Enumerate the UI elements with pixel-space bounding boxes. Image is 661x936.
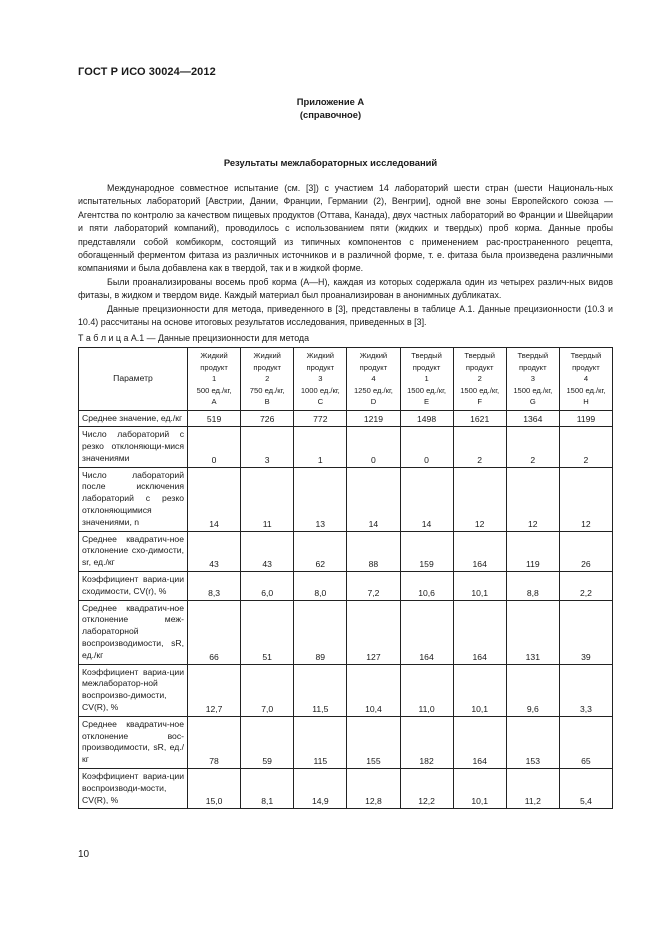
table-cell: 7,0 — [241, 664, 294, 716]
table-cell: 1364 — [506, 410, 559, 427]
row-label: Коэффициент вариа-ции воспроизводи-мости, CV(R), % — [79, 769, 188, 809]
column-header-num: 2 — [477, 374, 482, 383]
column-header-code: F — [477, 397, 482, 406]
table-cell: 164 — [453, 600, 506, 664]
table-body — [79, 410, 613, 809]
table-cell: 12,8 — [347, 769, 400, 809]
table-row — [79, 410, 613, 427]
table-cell: 11,0 — [400, 664, 453, 716]
column-header-word: продукт — [465, 362, 494, 372]
column-header-code: E — [424, 397, 430, 406]
appendix-title: Приложение А — [296, 96, 365, 107]
column-header-word: продукт — [200, 362, 228, 372]
paragraph: Данные прецизионности для метода, приведенного в [3], представлены в таблице А.1. Данные прецизионности (10.3 и 10.4) рассчитаны на основе итоговых результатов исследования, приведенных в [3]. — [78, 303, 613, 328]
column-header-num: 4 — [583, 374, 589, 383]
table-row — [79, 531, 613, 571]
table-cell: 772 — [294, 410, 347, 427]
table-cell: 115 — [294, 716, 347, 768]
table-cell: 1 — [294, 427, 347, 467]
param-header: Параметр — [79, 348, 188, 411]
table-cell: 164 — [400, 600, 453, 664]
paragraph: Были проанализированы восемь проб корма (A—H), каждая из которых содержала один из четырех различ-ных видов фитазы, в жидком и твердом виде. Каждый материал был проанализирован в анонимных дубликатах. — [78, 276, 613, 301]
table-cell: 2 — [559, 427, 612, 467]
table-cell: 88 — [347, 531, 400, 571]
table-cell: 14 — [347, 467, 400, 531]
table-cell: 15,0 — [188, 769, 241, 809]
appendix-subtitle: (справочное) — [299, 109, 362, 120]
document-header: ГОСТ Р ИСО 30024—2012 — [78, 66, 216, 78]
column-header — [400, 348, 453, 411]
table-cell: 8,1 — [241, 769, 294, 809]
row-label: Среднее квадратич-ное отклонение вос-производимости, sR, ед./кг — [79, 716, 188, 768]
table-cell: 14 — [188, 467, 241, 531]
column-header-num: 1 — [211, 374, 217, 383]
table-cell: 1498 — [400, 410, 453, 427]
table-cell: 0 — [188, 427, 241, 467]
table-cell: 153 — [506, 716, 559, 768]
column-header-num: 1 — [424, 374, 429, 383]
table-cell: 65 — [559, 716, 612, 768]
column-header-num: 2 — [265, 374, 270, 383]
table-cell: 39 — [559, 600, 612, 664]
table-cell: 5,4 — [559, 769, 612, 809]
table-cell: 155 — [347, 716, 400, 768]
table-cell: 12 — [453, 467, 506, 531]
row-label: Число лабораторий после исключения лабораторий с резко отклоняющимися значениями, n — [79, 467, 188, 531]
column-header-dose: 500 ед./кг, — [196, 385, 232, 395]
column-header-code: G — [529, 397, 536, 406]
column-header — [347, 348, 400, 411]
column-header-num: 4 — [371, 374, 376, 383]
column-header-type: Твердый — [570, 351, 602, 360]
table-cell: 2,2 — [559, 572, 612, 601]
table-cell: 10,4 — [347, 664, 400, 716]
column-header-type: Твердый — [411, 351, 442, 360]
column-header-word: продукт — [306, 362, 335, 372]
paragraph: Международное совместное испытание (см. [3]) с участием 14 лабораторий шести стран (шести Националь-ных испытательных лабораторий [Австрии, Дании, Франции, Германии (2), Венгрии], одной вне зоны Европейского союза — Агентства по контролю за качеством пищевых продуктов (Оттава, Канада), двух частных лабораторий во Франции и Швейцарии и пяти лабораторий компаний), проводилось с использованием пяти (жидких и твердых) проб корма. Данные пробы представляли собой комбикорм, состоящий из типичных компонентов с применением рас-пространенного рецепта, обогащенный ферментом фитаза из различных источников и в различной форме, т. е. фитаза была произведена различными компаниями и была добавлена как в твердой, так и в жидкой форме. — [78, 183, 613, 274]
table-cell: 8,3 — [188, 572, 241, 601]
table-cell: 519 — [188, 410, 241, 427]
table-row — [79, 769, 613, 809]
column-header-dose: 1000 ед./кг, — [300, 385, 340, 395]
column-header-dose: 1250 ед./кг, — [353, 385, 393, 395]
table-cell: 10,1 — [453, 572, 506, 601]
table-cell: 3,3 — [559, 664, 612, 716]
table-cell: 131 — [506, 600, 559, 664]
column-header-type: Твердый — [464, 351, 496, 360]
column-header-word: продукт — [572, 362, 600, 372]
table-cell: 2 — [506, 427, 559, 467]
column-header-num: 3 — [318, 374, 323, 383]
table-cell: 11,2 — [506, 769, 559, 809]
column-header-word: продукт — [359, 362, 388, 372]
table-cell: 127 — [347, 600, 400, 664]
column-header-word: продукт — [412, 362, 441, 372]
table-cell: 1621 — [453, 410, 506, 427]
table-cell: 62 — [294, 531, 347, 571]
table-cell: 59 — [241, 716, 294, 768]
table-cell: 1219 — [347, 410, 400, 427]
column-header — [188, 348, 241, 411]
section-title: Результаты межлабораторных исследований — [223, 157, 438, 168]
column-header — [506, 348, 559, 411]
table-cell: 12,7 — [188, 664, 241, 716]
column-header-code: H — [583, 397, 589, 406]
table-cell: 14,9 — [294, 769, 347, 809]
table-row — [79, 664, 613, 716]
table-cell: 1199 — [559, 410, 612, 427]
table-cell: 0 — [347, 427, 400, 467]
row-label: Коэффициент вариа-ции межлаборатор-ной воспроизво-димости, CV(R), % — [79, 664, 188, 716]
table-cell: 2 — [453, 427, 506, 467]
table-cell: 13 — [294, 467, 347, 531]
table-cell: 51 — [241, 600, 294, 664]
column-header-dose: 1500 ед./кг, — [566, 385, 606, 395]
table-cell: 7,2 — [347, 572, 400, 601]
column-header-word: продукт — [519, 362, 547, 372]
column-header-type: Жидкий — [253, 351, 281, 360]
table-cell: 10,6 — [400, 572, 453, 601]
column-header — [241, 348, 294, 411]
table-cell: 12 — [506, 467, 559, 531]
table-cell: 10,1 — [453, 664, 506, 716]
table-cell: 43 — [241, 531, 294, 571]
table-row — [79, 467, 613, 531]
table-cell: 78 — [188, 716, 241, 768]
column-header-code: A — [211, 397, 217, 406]
column-header-code: B — [264, 397, 270, 406]
row-label: Коэффициент вариа-ции сходимости, CV(r), % — [79, 572, 188, 601]
table-cell: 3 — [241, 427, 294, 467]
column-header-dose: 1500 ед./кг, — [513, 385, 553, 395]
table-cell: 14 — [400, 467, 453, 531]
table-cell: 164 — [453, 716, 506, 768]
table-header-row — [79, 348, 613, 411]
row-label: Среднее значение, ед./кг — [79, 410, 188, 427]
column-header-type: Жидкий — [306, 351, 335, 360]
table-cell: 8,0 — [294, 572, 347, 601]
column-header — [453, 348, 506, 411]
table-cell: 12,2 — [400, 769, 453, 809]
table-cell: 164 — [453, 531, 506, 571]
column-header-num: 3 — [530, 374, 535, 383]
column-header-dose: 1500 ед./кг, — [407, 385, 447, 395]
row-label: Среднее квадратич-ное отклонение схо-димости, sr, ед./кг — [79, 531, 188, 571]
table-cell: 66 — [188, 600, 241, 664]
table-cell: 43 — [188, 531, 241, 571]
column-header-code: C — [317, 397, 324, 406]
column-header — [559, 348, 612, 411]
table-row — [79, 572, 613, 601]
table-cell: 11,5 — [294, 664, 347, 716]
row-label: Число лабораторий с резко отклоняющи-мися значениями — [79, 427, 188, 467]
row-label: Среднее квадратич-ное отклонение меж-лабораторной воспроизводимости, sR, ед./кг — [79, 600, 188, 664]
column-header-dose: 1500 ед./кг, — [460, 385, 500, 395]
table-cell: 119 — [506, 531, 559, 571]
table-cell: 89 — [294, 600, 347, 664]
table-cell: 26 — [559, 531, 612, 571]
table-cell: 159 — [400, 531, 453, 571]
table-cell: 11 — [241, 467, 294, 531]
column-header-word: продукт — [253, 362, 281, 372]
column-header-type: Твердый — [517, 351, 549, 360]
table-cell: 0 — [400, 427, 453, 467]
column-header-dose: 750 ед./кг, — [249, 385, 285, 395]
table-cell: 6,0 — [241, 572, 294, 601]
page-number: 10 — [78, 849, 90, 860]
table-cell: 12 — [559, 467, 612, 531]
table-row — [79, 600, 613, 664]
table-caption: Т а б л и ц а А.1 — Данные прецизионности для метода — [78, 333, 310, 343]
table-cell: 9,6 — [506, 664, 559, 716]
table-cell: 182 — [400, 716, 453, 768]
column-header — [294, 348, 347, 411]
precision-table — [78, 347, 613, 809]
body-text — [78, 182, 613, 329]
column-header-code: D — [370, 397, 377, 406]
table-row — [79, 716, 613, 768]
table-row — [79, 427, 613, 467]
column-header-type: Жидкий — [200, 351, 228, 360]
table-cell: 726 — [241, 410, 294, 427]
table-cell: 10,1 — [453, 769, 506, 809]
table-cell: 8,8 — [506, 572, 559, 601]
column-header-type: Жидкий — [359, 351, 388, 360]
